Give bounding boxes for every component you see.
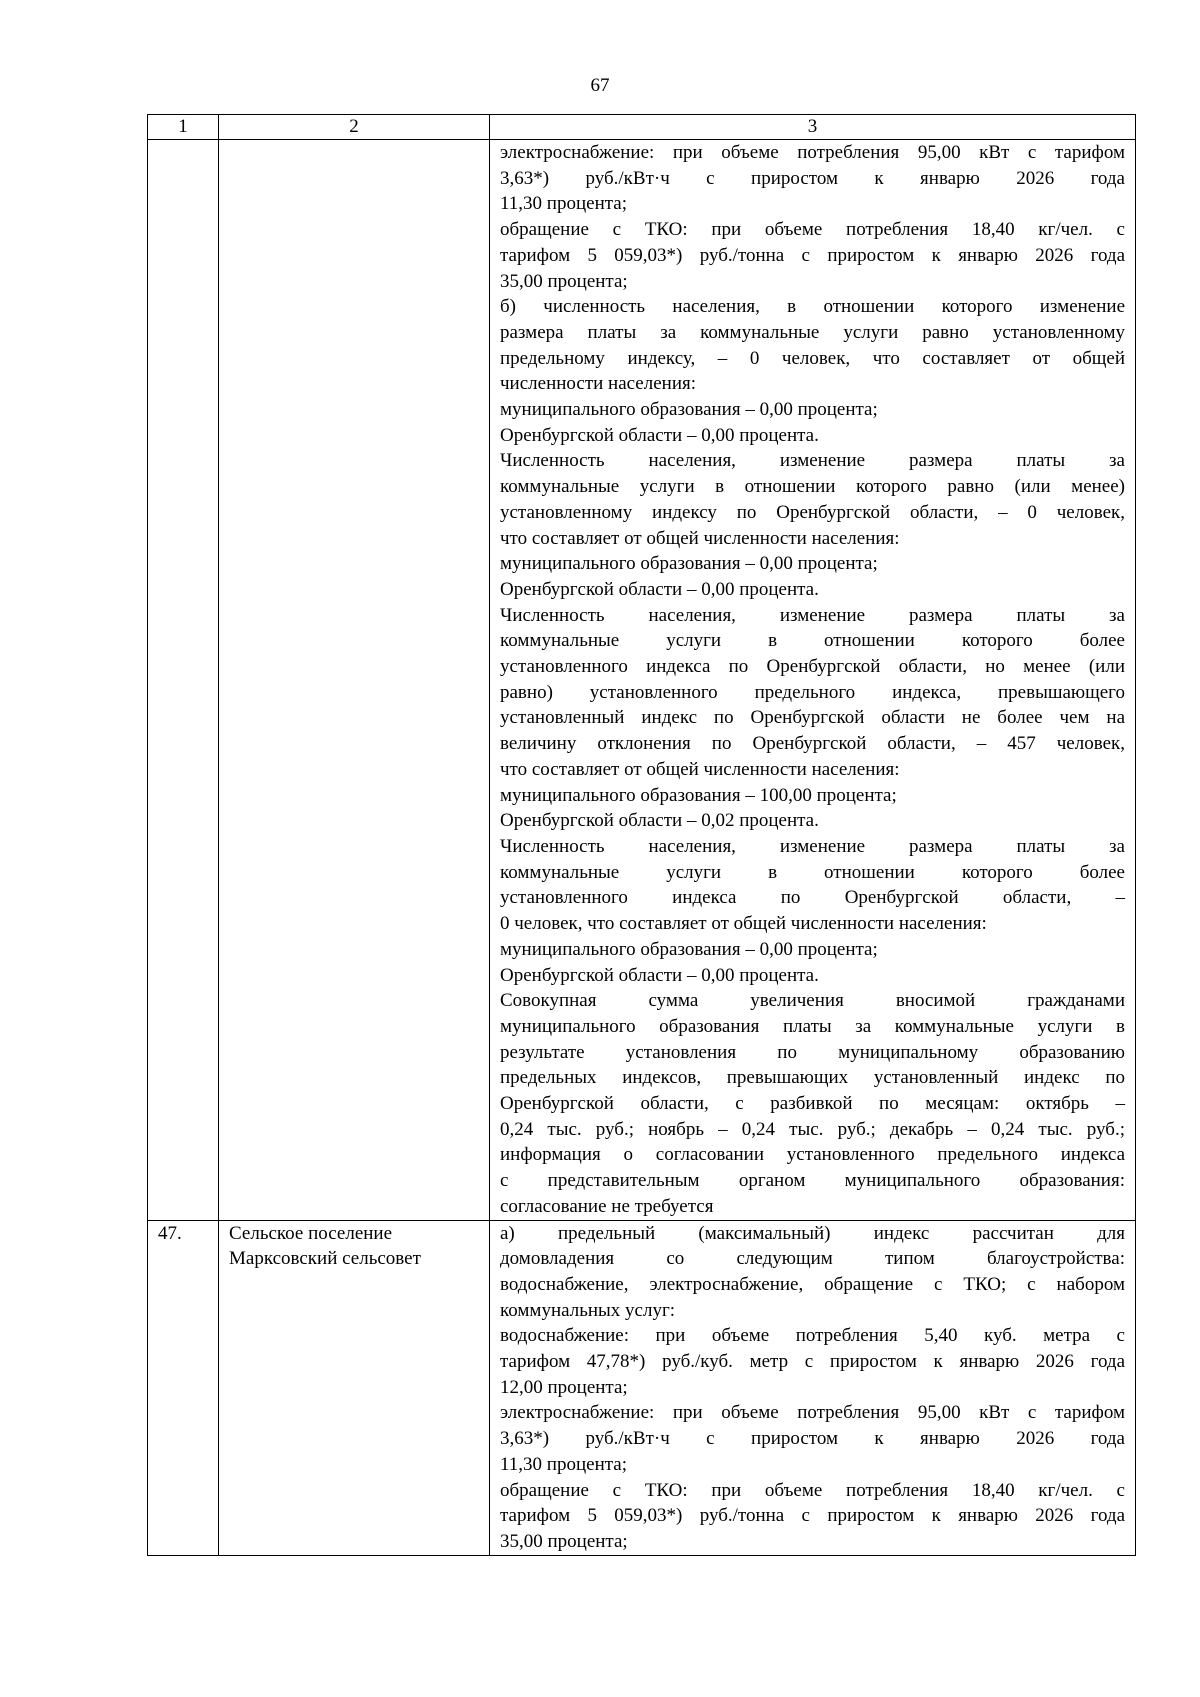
tariff-index-table <box>147 114 1136 1556</box>
description-line: результате установления по муниципальному образованию <box>500 1041 1125 1063</box>
description-line: 0 человек, что составляет от общей численности населения: <box>500 913 987 935</box>
description-line: Численность населения, изменение размера платы за <box>500 835 1125 857</box>
description-line: муниципального образования – 0,00 процента; <box>500 399 878 421</box>
page-number: 67 <box>590 75 610 96</box>
description-line: установленный индекс по Оренбургской области не более чем на <box>500 707 1125 729</box>
table-header-row <box>148 115 1136 140</box>
description-line: тарифом 47,78*) руб./куб. метр с приростом к январю 2026 года <box>500 1351 1125 1373</box>
description-line: обращение с ТКО: при объеме потребления 18,40 кг/чел. с <box>500 219 1125 241</box>
description-line: 35,00 процента; <box>500 1530 628 1552</box>
table-row <box>148 140 1136 1221</box>
description-line: муниципального образования платы за коммунальные услуги в <box>500 1015 1125 1037</box>
index-description-cell <box>490 140 1136 1221</box>
description-line: водоснабжение: при объеме потребления 5,40 куб. метра с <box>500 1325 1125 1347</box>
municipality-name-line: Марксовский сельсовет <box>229 1248 421 1270</box>
description-line: согласование не требуется <box>500 1195 714 1217</box>
description-line: электроснабжение: при объеме потребления 95,00 кВт с тарифом <box>500 142 1125 163</box>
column-header-2: 2 <box>219 115 490 140</box>
description-line: коммунальные услуги в отношении которого равно (или менее) <box>500 476 1125 498</box>
description-line: муниципального образования – 0,00 процента; <box>500 938 878 960</box>
description-line: Оренбургской области – 0,00 процента. <box>500 578 819 600</box>
municipality-name-line: Сельское поселение <box>229 1222 393 1244</box>
description-line: равно) установленного предельного индекса, превышающего <box>500 681 1125 703</box>
description-line: 11,30 процента; <box>500 193 627 215</box>
description-line: а) предельный (максимальный) индекс рассчитан для <box>500 1222 1125 1244</box>
description-line: тарифом 5 059,03*) руб./тонна с приростом к январю 2026 года <box>500 244 1125 266</box>
description-line: величину отклонения по Оренбургской области, – 457 человек, <box>500 733 1125 755</box>
description-line: с представительным органом муниципального образования: <box>500 1170 1125 1192</box>
description-line: обращение с ТКО: при объеме потребления 18,40 кг/чел. с <box>500 1479 1125 1501</box>
table-body <box>148 140 1136 1556</box>
description-line: Оренбургской области – 0,00 процента. <box>500 424 819 446</box>
table-row <box>148 1220 1136 1555</box>
description-line: что составляет от общей численности населения: <box>500 758 900 780</box>
description-line: коммунальные услуги в отношении которого более <box>500 861 1125 883</box>
description-line: 3,63*) руб./кВт·ч с приростом к январю 2026 года <box>500 1428 1125 1450</box>
description-line: 0,24 тыс. руб.; ноябрь – 0,24 тыс. руб.; декабрь – 0,24 тыс. руб.; <box>500 1118 1125 1140</box>
description-line: Совокупная сумма увеличения вносимой гражданами <box>500 990 1125 1012</box>
description-line: размера платы за коммунальные услуги равно установленному <box>500 321 1125 343</box>
description-line: установленному индексу по Оренбургской области, – 0 человек, <box>500 501 1125 523</box>
description-line: водоснабжение, электроснабжение, обращение с ТКО; с набором <box>500 1273 1125 1295</box>
description-line: Численность населения, изменение размера платы за <box>500 450 1125 472</box>
description-line: предельных индексов, превышающих установленный индекс по <box>500 1067 1125 1089</box>
description-line: что составляет от общей численности населения: <box>500 527 900 549</box>
municipality-name-cell <box>219 140 490 1221</box>
description-line: 11,30 процента; <box>500 1453 627 1475</box>
description-line: б) численность населения, в отношении которого изменение <box>500 296 1125 318</box>
description-line: Оренбургской области, с разбивкой по месяцам: октябрь – <box>500 1093 1125 1115</box>
description-line: коммунальных услуг: <box>500 1299 676 1321</box>
municipality-name-cell <box>219 1220 490 1555</box>
description-line: тарифом 5 059,03*) руб./тонна с приростом к январю 2026 года <box>500 1505 1125 1527</box>
description-line: численности населения: <box>500 373 697 395</box>
description-line: предельному индексу, – 0 человек, что составляет от общей <box>500 347 1125 369</box>
row-number-cell <box>148 140 219 1221</box>
description-line: Оренбургской области – 0,00 процента. <box>500 964 819 986</box>
description-line: 3,63*) руб./кВт·ч с приростом к январю 2026 года <box>500 167 1125 189</box>
row-number-cell: 47. <box>148 1220 219 1555</box>
description-line: Численность населения, изменение размера платы за <box>500 604 1125 626</box>
description-line: установленного индекса по Оренбургской области, но менее (или <box>500 656 1125 678</box>
description-line: 12,00 процента; <box>500 1376 628 1398</box>
description-line: домовладения со следующим типом благоустройства: <box>500 1248 1125 1270</box>
description-line: муниципального образования – 0,00 процента; <box>500 553 878 575</box>
description-line: электроснабжение: при объеме потребления 95,00 кВт с тарифом <box>500 1402 1125 1424</box>
column-header-3: 3 <box>490 115 1136 140</box>
index-description-cell <box>490 1220 1136 1555</box>
description-line: муниципального образования – 100,00 процента; <box>500 784 897 806</box>
description-line: 35,00 процента; <box>500 270 628 292</box>
description-line: Оренбургской области – 0,02 процента. <box>500 810 819 832</box>
column-header-1: 1 <box>148 115 219 140</box>
description-line: информация о согласовании установленного предельного индекса <box>500 1144 1125 1166</box>
description-line: установленного индекса по Оренбургской области, – <box>500 887 1125 909</box>
description-line: коммунальные услуги в отношении которого более <box>500 630 1125 652</box>
